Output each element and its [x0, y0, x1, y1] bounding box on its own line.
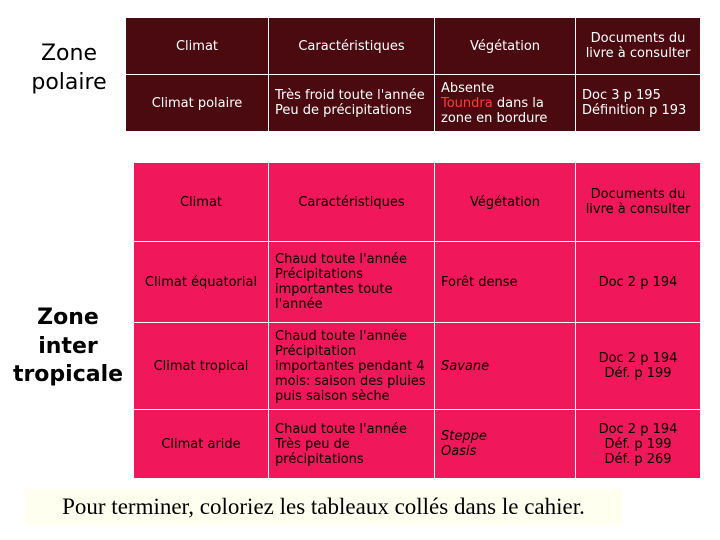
cell-caracteristiques: Chaud toute l'année Précipitation importantes pendant 4 mois: saison des pluies puis saison sèche	[269, 323, 435, 410]
veg-line: Absente	[441, 80, 495, 96]
header-caracteristiques: Caractéristiques	[269, 163, 435, 242]
doc-line: Définition p 193	[582, 103, 687, 118]
zone-inter-line-2: inter	[38, 333, 98, 359]
zone-intertropicale-title	[6, 304, 130, 390]
doc-line: Déf. p 199	[604, 436, 672, 452]
cell-documents	[576, 410, 701, 479]
table-header-row	[134, 163, 701, 242]
cell-vegetation: Forêt dense	[435, 242, 576, 323]
header-documents: Documents du livre à consulter	[576, 18, 701, 75]
doc-line: Déf. p 269	[604, 451, 672, 467]
doc-line: Doc 2 p 194	[598, 421, 678, 437]
table-zone-polaire	[125, 17, 701, 132]
header-documents: Documents du livre à consulter	[576, 163, 701, 242]
cell-documents	[576, 75, 701, 132]
doc-line: Déf. p 199	[604, 366, 672, 381]
doc-line: Doc 2 p 194	[598, 351, 678, 366]
cell-vegetation	[435, 75, 576, 132]
doc-line: Doc 2 p 194	[598, 274, 678, 290]
veg-text: dans la zone en bordure	[441, 95, 548, 126]
header-climat: Climat	[134, 163, 269, 242]
header-climat: Climat	[126, 18, 269, 75]
toundra-highlight: Toundra	[441, 95, 493, 111]
zone-polaire-title: Zone polaire	[31, 41, 107, 95]
zone-inter-line-1: Zone	[37, 305, 99, 330]
cell-climat: Climat polaire	[126, 75, 269, 132]
veg-line: Steppe	[441, 429, 487, 444]
conclusion-instruction: Pour terminer, coloriez les tableaux collés dans le cahier.	[24, 488, 623, 526]
table-row	[134, 242, 701, 323]
cell-documents	[576, 323, 701, 410]
cell-documents	[576, 242, 701, 323]
veg-line	[441, 96, 569, 126]
cell-climat: Climat tropical	[134, 323, 269, 410]
cell-caracteristiques: Chaud toute l'année Précipitations importantes toute l'année	[269, 242, 435, 323]
table-row	[134, 323, 701, 410]
zone-inter-line-3: tropicale	[12, 362, 124, 388]
veg-line: Oasis	[441, 444, 477, 459]
table-zone-intertropicale	[133, 162, 701, 479]
table-header-row	[126, 18, 701, 75]
carac-line: Très froid toute l'année	[275, 88, 425, 103]
cell-climat: Climat équatorial	[134, 242, 269, 323]
table-row	[126, 75, 701, 132]
doc-line: Doc 3 p 195	[582, 88, 661, 103]
header-vegetation: Végétation	[435, 18, 576, 75]
cell-climat: Climat aride	[134, 410, 269, 479]
table-row	[134, 410, 701, 479]
carac-line: Peu de précipitations	[275, 103, 412, 118]
header-caracteristiques: Caractéristiques	[269, 18, 435, 75]
cell-vegetation: Savane	[435, 323, 576, 410]
cell-caracteristiques	[269, 75, 435, 132]
cell-caracteristiques: Chaud toute l'année Très peu de précipitations	[269, 410, 435, 479]
header-vegetation: Végétation	[435, 163, 576, 242]
cell-vegetation	[435, 410, 576, 479]
